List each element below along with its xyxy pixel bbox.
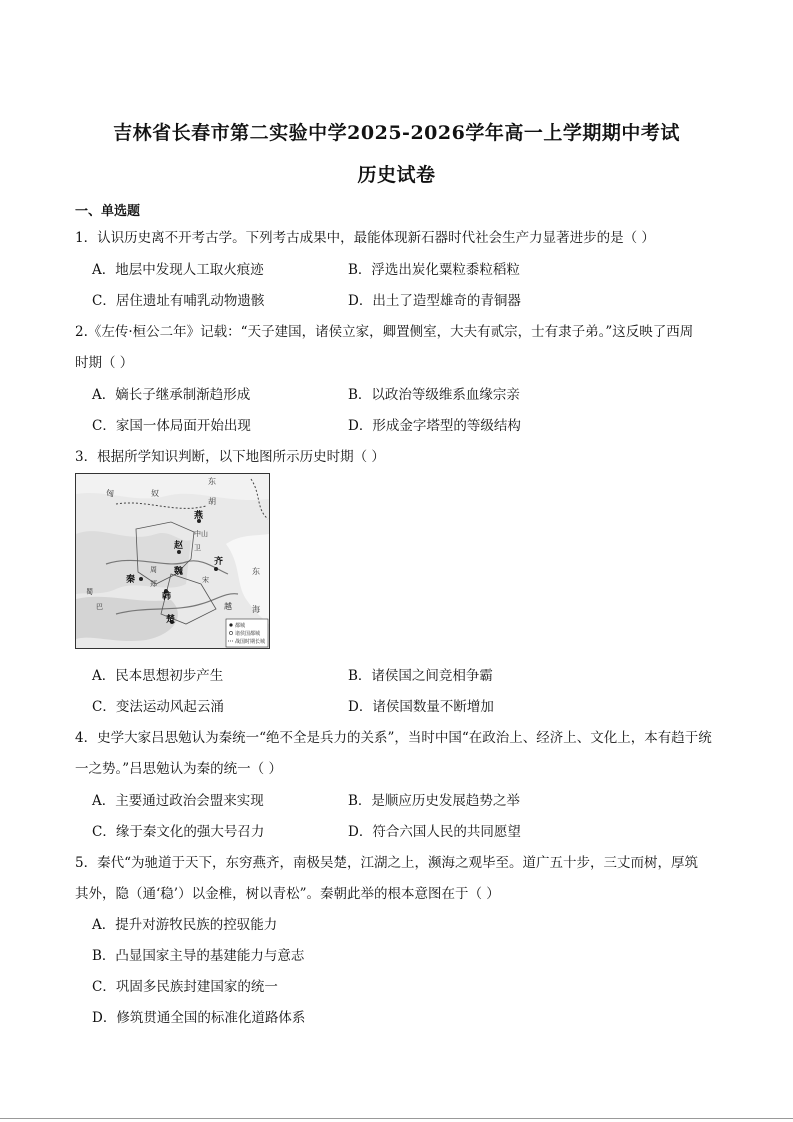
question-1-option-a[interactable]: A．地层中发现人工取火痕迹 (92, 262, 264, 278)
map-label-zhongshan: 中山 (194, 530, 208, 538)
section-heading: 一、单选题 (75, 204, 141, 219)
map-label-yue: 越 (224, 602, 232, 611)
question-4-stem-line2: 一之势。”吕思勉认为秦的统一（ ） (75, 761, 282, 777)
map-label-shu: 蜀 (86, 588, 93, 596)
question-5-option-d[interactable]: D．修筑贯通全国的标准化道路体系 (92, 1010, 306, 1026)
question-2-stem-line2: 时期（ ） (75, 355, 134, 371)
map-label-qin: 秦 (126, 575, 136, 585)
question-4-stem-line1: 4．史学大家吕思勉认为秦统一“绝不全是兵力的关系”，当时中国“在政治上、经济上、文化上，本有趋于统 (75, 730, 712, 746)
map-legend-state-capital: 诸侯国都城 (235, 631, 261, 637)
map-label-nu: 奴 (151, 489, 159, 498)
map-legend-wall: 战国时期长城 (235, 639, 266, 645)
question-4-option-d[interactable]: D．符合六国人民的共同愿望 (348, 824, 521, 840)
question-2-option-a[interactable]: A．嫡长子继承制渐趋形成 (92, 387, 251, 403)
exam-subtitle: 历史试卷 (357, 164, 436, 186)
question-3-option-c[interactable]: C．变法运动风起云涌 (92, 699, 224, 715)
question-4-option-b[interactable]: B．是顺应历史发展趋势之举 (348, 793, 520, 809)
map-label-hai: 海 (252, 605, 260, 614)
map-legend-capital: 都城 (235, 623, 246, 629)
map-label-ba: 巴 (96, 603, 103, 611)
question-2-stem-line1: 2.《左传·桓公二年》记载：“天子建国，诸侯立家，卿置侧室，大夫有贰宗，士有隶子弟。”这反映了西周 (75, 324, 694, 340)
question-5-option-b[interactable]: B．凸显国家主导的基建能力与意志 (92, 948, 305, 964)
map-label-chu: 楚 (166, 615, 176, 625)
exam-title: 吉林省长春市第二实验中学2025-2026学年高一上学期期中考试 (113, 122, 680, 144)
question-5-option-c[interactable]: C．巩固多民族封建国家的统一 (92, 979, 278, 995)
question-1-option-d[interactable]: D．出土了造型雄奇的青铜器 (348, 293, 521, 309)
map-label-dong-1: 东 (208, 477, 216, 486)
question-5-option-a[interactable]: A．提升对游牧民族的控驭能力 (92, 917, 278, 933)
map-label-zhao: 赵 (174, 541, 184, 551)
map-label-dong-2: 东 (252, 567, 260, 576)
question-1-option-c[interactable]: C．居住遗址有哺乳动物遗骸 (92, 293, 265, 309)
page-bottom-rule (0, 1118, 793, 1119)
map-label-qi: 齐 (214, 557, 224, 567)
map-label-song: 宋 (202, 576, 209, 584)
question-5-stem-line2: 其外，隐（通‘稳’）以金椎，树以青松”。秦朝此举的根本意图在于（ ） (75, 886, 500, 902)
question-3-stem: 3．根据所学知识判断，以下地图所示历史时期（ ） (75, 449, 385, 465)
question-4-option-c[interactable]: C．缘于秦文化的强大号召力 (92, 824, 265, 840)
map-label-hu: 胡 (208, 497, 216, 506)
map-label-zhou: 周 (150, 566, 157, 574)
question-4-option-a[interactable]: A．主要通过政治会盟来实现 (92, 793, 264, 809)
question-1-stem: 1．认识历史离不开考古学。下列考古成果中，最能体现新石器时代社会生产力显著进步的是（ ） (75, 230, 655, 246)
map-label-han: 韩 (162, 592, 172, 602)
question-3-option-a[interactable]: A．民本思想初步产生 (92, 668, 224, 684)
question-2-option-b[interactable]: B．以政治等级维系血缘宗亲 (348, 387, 520, 403)
question-2-option-d[interactable]: D．形成金字塔型的等级结构 (348, 418, 521, 434)
question-3-option-d[interactable]: D．诸侯国数量不断增加 (348, 699, 494, 715)
question-3-option-b[interactable]: B．诸侯国之间竞相争霸 (348, 668, 493, 684)
map-label-zheng: 郑 (150, 580, 157, 588)
question-2-option-c[interactable]: C．家国一体局面开始出现 (92, 418, 251, 434)
map-label-yan: 燕 (194, 511, 204, 521)
map-label-xiong: 匈 (106, 489, 114, 498)
question-5-stem-line1: 5．秦代“为驰道于天下，东穷燕齐，南极吴楚，江湖之上，濒海之观毕至。道广五十步，三丈而树，厚筑 (75, 855, 698, 871)
question-1-option-b[interactable]: B．浮选出炭化粟粒黍粒稻粒 (348, 262, 520, 278)
map-figure (76, 474, 269, 648)
warring-states-map (75, 473, 270, 649)
map-label-weis: 卫 (194, 544, 201, 552)
map-label-wei: 魏 (174, 567, 184, 577)
